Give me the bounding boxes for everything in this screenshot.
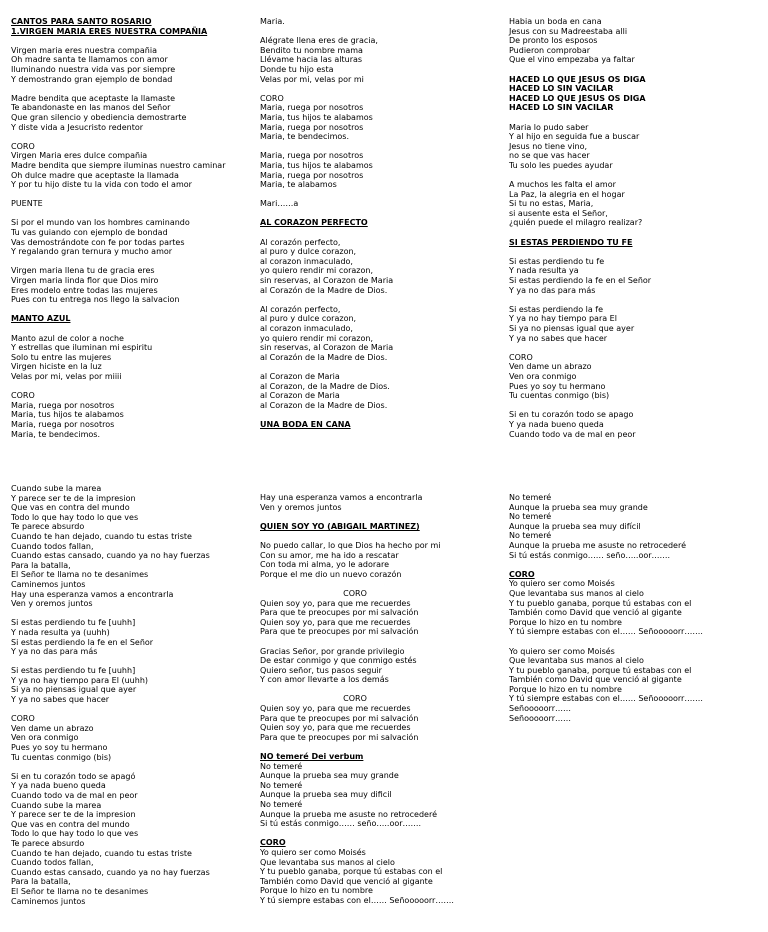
- lyric-line: Si ya no piensas igual que ayer: [509, 324, 635, 333]
- blank-line: [11, 84, 261, 94]
- lyric-line: Porque lo hizo en tu nombre: [509, 617, 622, 627]
- section-heading: UNA BODA EN CANA: [260, 419, 351, 429]
- lyric-line: Pues con tu entrega nos llego la salvacion: [11, 295, 180, 305]
- lyric-line: CORO: [11, 391, 35, 401]
- blank-line: [11, 324, 261, 334]
- lyric-line: Para que te preocupes por mi salvación: [260, 627, 419, 637]
- lyric-line: Para la batalla,: [11, 877, 71, 887]
- lyric-line: Ven y oremos juntos: [11, 599, 93, 609]
- lyric-line: Si tu no estas, Maria,: [509, 199, 594, 209]
- lyric-line: Cuando te han dejado, cuando tu estas triste: [11, 531, 192, 541]
- lyric-line: Quien soy yo, para que me recuerdes: [260, 723, 411, 733]
- lyric-line: Que vas en contra del mundo: [11, 819, 130, 829]
- blank-line: [260, 84, 510, 94]
- lyric-line: CORO: [11, 714, 35, 724]
- lyric-line: Y al hijo en seguida fue a buscar: [509, 132, 640, 142]
- lyric-line: Que levantaba sus manos al cielo: [509, 656, 644, 666]
- lyric-line: Señooooorr……: [509, 713, 571, 723]
- lyric-line: Si ya no piensas igual que ayer: [11, 685, 137, 695]
- lyric-line: Y nada resulta ya: [509, 266, 579, 276]
- section-heading: NO temeré Dei verbum: [260, 752, 364, 762]
- lyric-line: Ven dame un abrazo: [11, 723, 94, 733]
- lyric-line: Virgen hiciste en la luz: [11, 362, 102, 372]
- section-heading: HACED LO SIN VACILAR: [509, 103, 614, 113]
- section-heading: CORO: [260, 838, 286, 848]
- lyric-line: Porque lo hizo en tu nombre: [260, 886, 373, 896]
- lyric-line: Pudieron comprobar: [509, 45, 591, 55]
- lyric-line: al corazon inmaculado,: [260, 256, 353, 266]
- blank-line: [11, 657, 261, 667]
- lyric-line: Quien soy yo, para que me recuerdes: [260, 598, 411, 608]
- blank-line: [260, 742, 510, 752]
- lyric-line: Y ya no hay tiempo para El: [509, 314, 617, 324]
- lyric-line: Para la batalla,: [11, 560, 71, 570]
- lyric-line: Te parece absurdo: [11, 522, 85, 532]
- lyric-line: La Paz, la alegria en el hogar: [509, 189, 625, 199]
- lyric-line: Velas por mi, velas por miiii: [11, 371, 122, 381]
- lyric-line: sin reservas, al Corazon de Maria: [260, 276, 394, 286]
- lyric-line: al Corazón de la Madre de Dios.: [260, 285, 388, 295]
- lyric-line: Oh madre santa te llamamos con amor: [11, 55, 168, 65]
- lyric-line: Quien soy yo, para que me recuerdes: [260, 617, 411, 627]
- lyric-line: Y tú siempre estabas con el…… Señooooorr…….: [509, 694, 703, 704]
- blank-line: [11, 132, 261, 142]
- lyric-line: Virgen maria eres nuestra compañia: [11, 45, 157, 55]
- section-heading: HACED LO QUE JESUS OS DIGA: [509, 93, 646, 103]
- lyric-line: ¿quién puede el milagro realizar?: [509, 218, 643, 228]
- lyric-line: Aunque la prueba sea muy dificil: [260, 790, 392, 800]
- lyric-line: Con toda mi alma, yo le adorare: [260, 560, 390, 570]
- lyric-line: al Corazon de la Madre de Dios.: [260, 400, 388, 410]
- lyric-line: Y regalando gran ternura y mucho amor: [11, 247, 173, 257]
- lyric-line: Maria, te bendecimos.: [260, 132, 349, 142]
- lyric-line: De pronto los esposos: [509, 36, 598, 46]
- lyric-line: Maria, te alabamos: [260, 180, 337, 190]
- lyric-line: Que gran silencio y obediencia demostrarte: [11, 112, 187, 122]
- lyric-line: Aunque la prueba sea muy grande: [260, 771, 399, 781]
- lyric-line: Te abandonaste en las manos del Señor: [11, 103, 171, 113]
- lyric-line: Cuando sube la marea: [11, 800, 102, 810]
- blank-line: [509, 637, 759, 647]
- lyric-line: sin reservas, al Corazon de Maria: [260, 343, 394, 353]
- lyric-line: El Señor te llama no te desanimes: [11, 570, 149, 580]
- lyrics-column-1: [11, 17, 261, 439]
- lyric-line: CORO: [11, 141, 35, 151]
- lyric-line: Y ya no das para más: [11, 647, 98, 657]
- section-heading: HACED LO SIN VACILAR: [509, 84, 614, 94]
- lyric-line: Hay una esperanza vamos a encontrarla: [11, 589, 174, 599]
- lyric-line: Si estas perdiendo tu fe [uuhh]: [11, 666, 136, 676]
- lyric-line: Gracias Señor, por grande privilegio: [260, 646, 405, 656]
- lyric-line: al Corazon de Maria: [260, 371, 340, 381]
- lyrics-column-3: [509, 17, 759, 439]
- lyric-line: Y tu pueblo ganaba, porque tú estabas con el: [260, 867, 443, 877]
- lyric-line: Y ya no hay tiempo para El (uuhh): [11, 675, 149, 685]
- blank-line: [509, 560, 759, 570]
- lyric-line: Cuando todos fallan,: [11, 541, 94, 551]
- lyric-line: Y tu pueblo ganaba, porque tú estabas con el: [509, 665, 692, 675]
- lyric-line: No temeré: [509, 512, 552, 522]
- lyric-line: A muchos les falta el amor: [509, 180, 616, 190]
- section-heading: QUIEN SOY YO (ABIGAIL MARTINEZ): [260, 521, 420, 531]
- lyric-line: Y ya nada bueno queda: [509, 419, 604, 429]
- lyric-line: Cuando estas cansado, cuando ya no hay fuerzas: [11, 551, 210, 561]
- chorus-label: CORO: [343, 694, 367, 704]
- lyric-line: al puro y dulce corazon,: [260, 247, 357, 257]
- blank-line: [11, 705, 261, 715]
- lyric-line: También como David que venció al gigante: [509, 675, 682, 685]
- blank-line: [260, 410, 510, 420]
- lyric-line: Si estas perdiendo la fe en el Señor: [509, 276, 652, 286]
- lyric-line: Y ya nada bueno queda: [11, 781, 106, 791]
- lyric-line: Maria, tus hijos te alabamos: [260, 112, 373, 122]
- lyric-line: Habia un boda en cana: [509, 17, 602, 26]
- lyric-line: Manto azul de color a noche: [11, 333, 124, 343]
- lyric-line: No puedo callar, lo que Dios ha hecho por mi: [260, 540, 441, 550]
- lyric-line: Maria, tus hijos te alabamos: [260, 160, 373, 170]
- lyric-line: no se que vas hacer: [509, 151, 590, 161]
- lyric-line: Virgen maria linda flor que Dios miro: [11, 276, 159, 286]
- lyric-line: Aunque la prueba sea muy difícil: [509, 521, 641, 531]
- lyric-line: No temeré: [509, 493, 552, 502]
- blank-line: [509, 228, 759, 238]
- lyric-line: Eres modelo entre todas las mujeres: [11, 285, 158, 295]
- lyric-line: Aunque la prueba me asuste no retrocederé: [509, 540, 686, 550]
- lyric-line: Para que te preocupes por mi salvación: [260, 608, 419, 618]
- blank-line: [509, 113, 759, 123]
- blank-line: [260, 829, 510, 839]
- lyric-line: Yo quiero ser como Moisés: [509, 579, 615, 589]
- lyric-line: Maria lo pudo saber: [509, 122, 589, 132]
- lyric-line: Y diste vida a Jesucristo redentor: [11, 122, 144, 132]
- lyric-line: Bendito tu nombre mama: [260, 45, 363, 55]
- lyric-line: Hay una esperanza vamos a encontrarla: [260, 493, 423, 502]
- section-heading: MANTO AZUL: [11, 314, 71, 324]
- blank-line: [509, 65, 759, 75]
- lyric-line: Solo tu entre las mujeres: [11, 352, 112, 362]
- lyric-line: Que vas en contra del mundo: [11, 503, 130, 513]
- lyric-line: Cuando todos fallan,: [11, 858, 94, 868]
- lyric-line: Donde tu hijo esta: [260, 64, 334, 74]
- lyric-line: Yo quiero ser como Moisés: [260, 847, 366, 857]
- lyric-line: Y ya no das para más: [509, 285, 596, 295]
- lyric-line: Tu cuentas conmigo (bis): [11, 752, 112, 762]
- lyric-line: Quiero señor, tus pasos seguir: [260, 665, 382, 675]
- lyric-line: No temeré: [260, 780, 303, 790]
- lyric-line: Si en tu corazón todo se apago: [509, 410, 634, 420]
- lyric-line: No temeré: [260, 800, 303, 809]
- lyric-line: Cuando te han dejado, cuando tu estas triste: [11, 848, 192, 858]
- lyric-line: CORO: [260, 93, 284, 103]
- blank-line: [260, 512, 510, 522]
- lyric-line: Maria, ruega por nosotros: [11, 419, 115, 429]
- lyrics-column-5: [260, 493, 510, 906]
- lyric-line: Cuando todo va de mal en peor: [509, 429, 636, 439]
- lyric-line: PUENTE: [11, 199, 43, 209]
- lyric-line: Maria.: [260, 17, 285, 26]
- section-heading: CANTOS PARA SANTO ROSARIO: [11, 17, 152, 26]
- lyric-line: Virgen Maria eres dulce compañia: [11, 151, 148, 161]
- blank-line: [11, 190, 261, 200]
- lyric-line: Maria, ruega por nosotros: [260, 170, 364, 180]
- lyric-line: Vas demostrándote con fe por todas partes: [11, 237, 185, 247]
- blank-line: [260, 209, 510, 219]
- lyric-line: Si tú estás conmigo…… seño…..oor…….: [260, 819, 422, 829]
- blank-line: [11, 305, 261, 315]
- blank-line: [11, 609, 261, 619]
- lyric-line: Yo quiero ser como Moisés: [509, 646, 615, 656]
- blank-line: [11, 257, 261, 267]
- blank-line: [260, 27, 510, 37]
- lyric-line: Pues yo soy tu hermano: [11, 743, 108, 753]
- lyric-line: Aunque la prueba sea muy grande: [509, 502, 648, 512]
- lyric-line: Al corazón perfecto,: [260, 304, 341, 314]
- lyric-line: Tu solo les puedes ayudar: [509, 160, 613, 170]
- lyric-line: Y con amor llevarte a los demás: [260, 675, 389, 685]
- lyric-line: Todo lo que hay todo lo que ves: [11, 829, 139, 839]
- lyric-line: Alégrate llena eres de gracia,: [260, 36, 378, 46]
- blank-line: [260, 685, 510, 695]
- lyric-line: Y ya no sabes que hacer: [11, 695, 110, 705]
- lyric-line: Tu cuentas conmigo (bis): [509, 391, 610, 401]
- lyric-line: Ven y oremos juntos: [260, 502, 342, 512]
- lyric-line: Maria, tus hijos te alabamos: [11, 410, 124, 420]
- lyric-line: Con su amor, me ha ido a rescatar: [260, 550, 399, 560]
- lyric-line: Jesus no tiene vino,: [509, 141, 588, 151]
- lyric-line: al Corazón de la Madre de Dios.: [260, 352, 388, 362]
- lyric-line: Maria, ruega por nosotros: [260, 103, 364, 113]
- lyric-line: De estar conmigo y que conmigo estés: [260, 656, 417, 666]
- blank-line: [11, 762, 261, 772]
- lyric-line: Si estas perdiendo tu fe [uuhh]: [11, 618, 136, 628]
- lyric-line: Maria, ruega por nosotros: [11, 400, 115, 410]
- lyric-line: Al corazón perfecto,: [260, 237, 341, 247]
- blank-line: [509, 295, 759, 305]
- lyric-line: Ven ora conmigo: [509, 371, 577, 381]
- blank-line: [509, 171, 759, 181]
- lyric-line: Que el vino empezaba ya faltar: [509, 55, 635, 65]
- blank-line: [260, 531, 510, 541]
- lyric-line: Pues yo soy tu hermano: [509, 381, 606, 391]
- blank-line: [260, 579, 510, 589]
- lyric-line: Virgen maria llena tu de gracia eres: [11, 266, 155, 276]
- lyric-line: Porque el me dio un nuevo corazón: [260, 569, 402, 579]
- lyric-line: El Señor te llama no te desanimes: [11, 886, 149, 896]
- lyric-line: Si estas perdiendo la fe en el Señor: [11, 637, 154, 647]
- lyric-line: Mari……a: [260, 199, 299, 209]
- lyric-line: También como David que venció al gigante: [509, 608, 682, 618]
- lyric-line: Ven ora conmigo: [11, 733, 79, 743]
- lyric-line: Porque lo hizo en tu nombre: [509, 684, 622, 694]
- blank-line: [11, 36, 261, 46]
- lyric-line: Caminemos juntos: [11, 579, 86, 589]
- blank-line: [509, 247, 759, 257]
- lyric-line: Señooooorr……: [509, 704, 571, 714]
- lyric-line: Y demostrando gran ejemplo de bondad: [11, 74, 173, 84]
- lyric-line: si ausente esta el Señor,: [509, 208, 608, 218]
- section-heading: AL CORAZON PERFECTO: [260, 218, 368, 228]
- lyric-line: Ven dame un abrazo: [509, 362, 592, 372]
- lyric-line: al puro y dulce corazon,: [260, 314, 357, 324]
- lyric-line: Y tu pueblo ganaba, porque tú estabas con el: [509, 598, 692, 608]
- blank-line: [11, 382, 261, 392]
- lyric-line: Maria, ruega por nosotros: [260, 122, 364, 132]
- lyric-line: Y tú siempre estabas con el…… Señooooorr…….: [509, 627, 703, 637]
- lyric-line: Y parece ser te de la impresion: [11, 493, 136, 503]
- lyric-line: Velas por mi, velas por mi: [260, 74, 364, 84]
- section-heading: CORO: [509, 569, 535, 579]
- lyrics-column-4: [11, 484, 261, 906]
- lyric-line: al Corazon de Maria: [260, 391, 340, 401]
- blank-line: [11, 209, 261, 219]
- lyric-line: Tu vas guiando con ejemplo de bondad: [11, 228, 168, 238]
- lyric-line: También como David que venció al gigante: [260, 876, 433, 886]
- lyric-line: Que levantaba sus manos al cielo: [260, 857, 395, 867]
- blank-line: [260, 142, 510, 152]
- lyric-line: No temeré: [260, 761, 303, 771]
- lyric-line: Y estrellas que iluminan mi espiritu: [11, 343, 153, 353]
- lyric-line: Si estas perdiendo tu fe: [509, 256, 605, 266]
- section-heading: 1.VIRGEN MARIA ERES NUESTRA COMPAÑIA: [11, 26, 208, 36]
- lyric-line: Y por tu hijo diste tu la vida con todo el amor: [11, 180, 192, 190]
- lyric-line: Si estas perdiendo la fe: [509, 304, 604, 314]
- lyric-line: Oh dulce madre que aceptaste la llamada: [11, 170, 179, 180]
- lyric-line: Todo lo que hay todo lo que ves: [11, 512, 139, 522]
- lyric-line: Cuando todo va de mal en peor: [11, 791, 138, 800]
- lyric-line: Caminemos juntos: [11, 896, 86, 906]
- lyric-line: al corazon inmaculado,: [260, 324, 353, 333]
- blank-line: [260, 190, 510, 200]
- lyric-line: Si en tu corazón todo se apagó: [11, 771, 136, 781]
- lyrics-column-2: [260, 17, 510, 430]
- lyric-line: Aunque la prueba me asuste no retrocederé: [260, 809, 437, 819]
- lyrics-column-6: [509, 493, 759, 723]
- blank-line: [260, 295, 510, 305]
- lyric-line: Y ya no sabes que hacer: [509, 333, 608, 343]
- lyric-line: Quien soy yo, para que me recuerdes: [260, 704, 411, 714]
- lyric-line: Y nada resulta ya (uuhh): [11, 627, 110, 637]
- lyric-line: Iluminando nuestra vida vas por siempre: [11, 64, 176, 74]
- lyric-line: Te parece absurdo: [11, 838, 85, 848]
- blank-line: [260, 362, 510, 372]
- lyric-line: Cuando estas cansado, cuando ya no hay fuerzas: [11, 867, 210, 877]
- section-heading: SI ESTAS PERDIENDO TU FE: [509, 237, 633, 247]
- lyric-line: Jesus con su Madreestaba alli: [509, 26, 628, 36]
- blank-line: [509, 401, 759, 411]
- lyric-line: CORO: [509, 352, 533, 362]
- lyric-line: Que levantaba sus manos al cielo: [509, 588, 644, 598]
- lyric-line: Llévame hacia las alturas: [260, 55, 363, 65]
- blank-line: [260, 228, 510, 238]
- lyric-line: Si tú estás conmigo…… seño…..oor…….: [509, 550, 671, 560]
- chorus-label: CORO: [343, 588, 367, 598]
- lyric-line: Maria, te bendecimos.: [11, 429, 100, 439]
- lyric-line: Y parece ser te de la impresion: [11, 810, 136, 820]
- lyric-line: yo quiero rendir mi corazon,: [260, 333, 374, 343]
- lyric-line: yo quiero rendir mi corazon,: [260, 266, 374, 276]
- lyric-line: al Corazon, de la Madre de Dios.: [260, 381, 390, 391]
- lyric-line: Para que te preocupes por mi salvación: [260, 713, 419, 723]
- lyric-line: Madre bendita que siempre iluminas nuestro caminar: [11, 160, 226, 170]
- lyric-line: No temeré: [509, 531, 552, 541]
- lyric-line: Para que te preocupes por mi salvación: [260, 732, 419, 742]
- lyric-line: Cuando sube la marea: [11, 484, 102, 493]
- blank-line: [260, 637, 510, 647]
- lyric-line: Maria, ruega por nosotros: [260, 151, 364, 161]
- blank-line: [509, 343, 759, 353]
- lyric-line: Y tú siempre estabas con el…… Señooooorr…….: [260, 895, 454, 905]
- lyric-line: Madre bendita que aceptaste la llamaste: [11, 93, 176, 103]
- lyric-line: Si por el mundo van los hombres caminando: [11, 218, 190, 228]
- section-heading: HACED LO QUE JESUS OS DIGA: [509, 74, 646, 84]
